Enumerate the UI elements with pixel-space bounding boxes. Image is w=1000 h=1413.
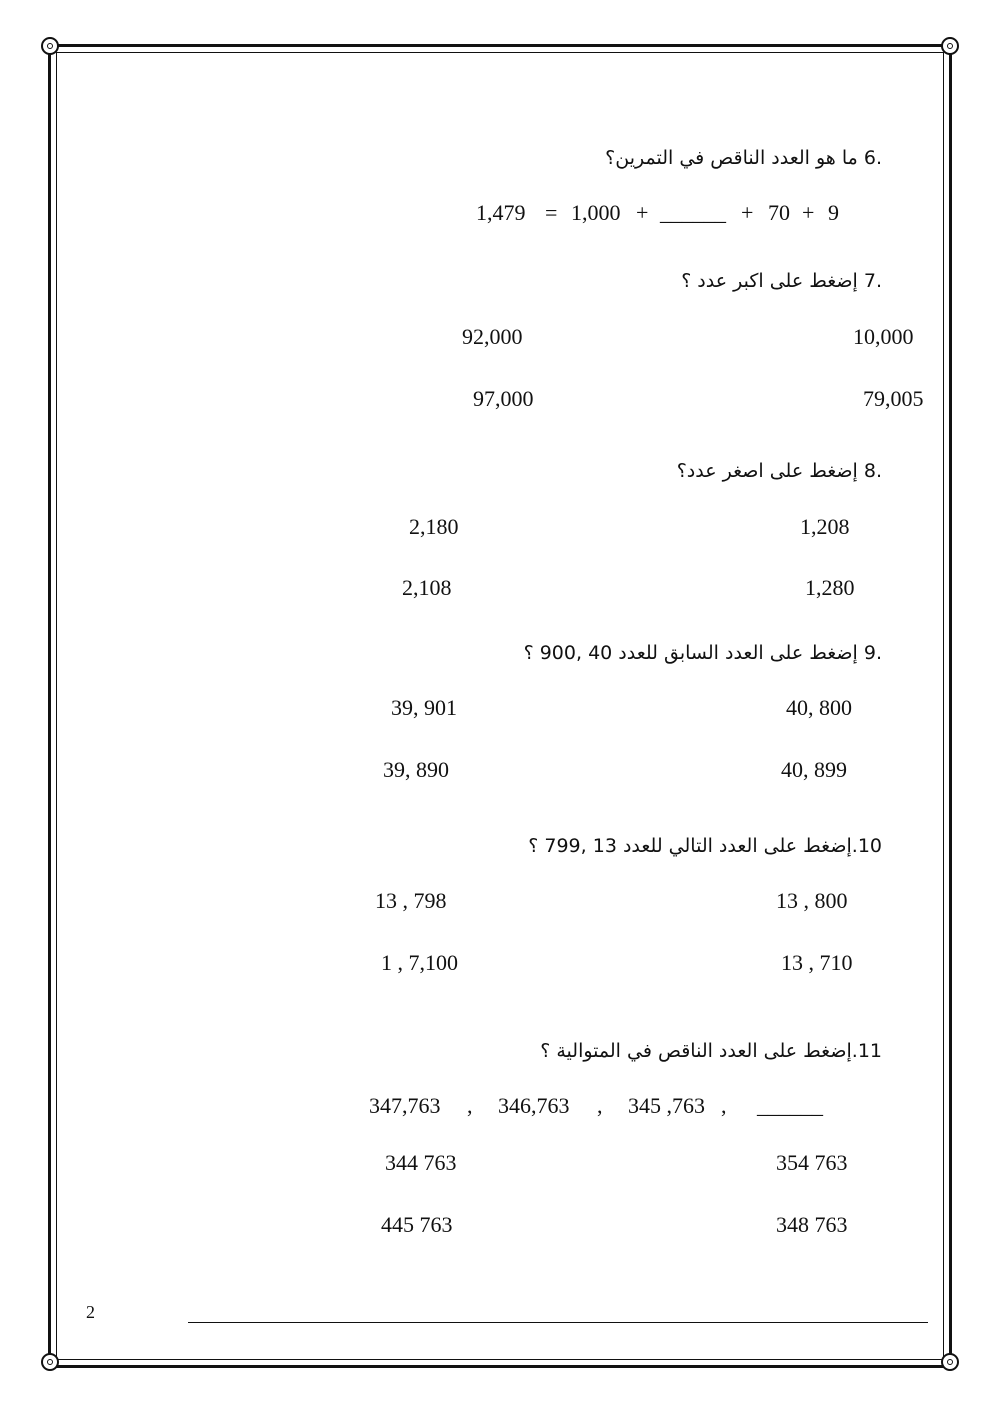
- eq-term-3: 70: [768, 200, 790, 225]
- answer-option[interactable]: 1,208: [800, 514, 850, 539]
- answer-option[interactable]: 13 , 710: [781, 950, 853, 975]
- eq-term-4: 9: [828, 200, 839, 225]
- eq-blank[interactable]: ______: [660, 200, 726, 225]
- eq-plus: +: [741, 200, 754, 225]
- question-8: .8 إضغط على اصغر عدد؟: [676, 460, 882, 482]
- eq-result: 1,479: [476, 200, 526, 225]
- sequence-term: 347,763: [369, 1093, 441, 1118]
- sequence-term: 345 ,763: [628, 1093, 705, 1118]
- answer-option[interactable]: 39, 901: [391, 695, 457, 720]
- answer-option[interactable]: 344 763: [385, 1150, 457, 1175]
- answer-option[interactable]: 92,000: [462, 324, 523, 349]
- answer-option[interactable]: 13 , 800: [776, 888, 848, 913]
- sequence-separator: ,: [597, 1093, 603, 1118]
- answer-option[interactable]: 79,005: [863, 386, 924, 411]
- answer-option[interactable]: 354 763: [776, 1150, 848, 1175]
- question-10: 10.إضغط على العدد التالي للعدد 13 ,799 ؟: [528, 835, 882, 857]
- page-number: 2: [86, 1302, 95, 1322]
- sequence-separator: ,: [721, 1093, 727, 1118]
- corner-ornament-icon: [941, 1353, 959, 1371]
- answer-option[interactable]: 445 763: [381, 1212, 453, 1237]
- eq-plus: +: [636, 200, 649, 225]
- sequence-blank[interactable]: ______: [757, 1093, 823, 1118]
- eq-term-1: 1,000: [571, 200, 621, 225]
- question-7: .7 إضغط على اكبر عدد ؟: [681, 270, 882, 292]
- answer-option[interactable]: 1 , 7,100: [381, 950, 458, 975]
- corner-ornament-icon: [41, 1353, 59, 1371]
- footer-divider: [188, 1322, 928, 1323]
- answer-option[interactable]: 1,280: [805, 575, 855, 600]
- answer-option[interactable]: 10,000: [853, 324, 914, 349]
- answer-option[interactable]: 40, 800: [786, 695, 852, 720]
- sequence-separator: ,: [467, 1093, 473, 1118]
- question-11: 11.إضغط على العدد الناقص في المتوالية ؟: [540, 1040, 882, 1062]
- answer-option[interactable]: 348 763: [776, 1212, 848, 1237]
- question-6: .6 ما هو العدد الناقص في التمرين؟: [605, 147, 882, 169]
- answer-option[interactable]: 13 , 798: [375, 888, 447, 913]
- answer-option[interactable]: 2,180: [409, 514, 459, 539]
- corner-ornament-icon: [41, 37, 59, 55]
- answer-option[interactable]: 39, 890: [383, 757, 449, 782]
- answer-option[interactable]: 97,000: [473, 386, 534, 411]
- corner-ornament-icon: [941, 37, 959, 55]
- sequence-term: 346,763: [498, 1093, 570, 1118]
- question-9: .9 إضغط على العدد السابق للعدد 40 ,900 ؟: [523, 642, 882, 664]
- eq-equals: =: [545, 200, 558, 225]
- answer-option[interactable]: 2,108: [402, 575, 452, 600]
- eq-plus: +: [802, 200, 815, 225]
- answer-option[interactable]: 40, 899: [781, 757, 847, 782]
